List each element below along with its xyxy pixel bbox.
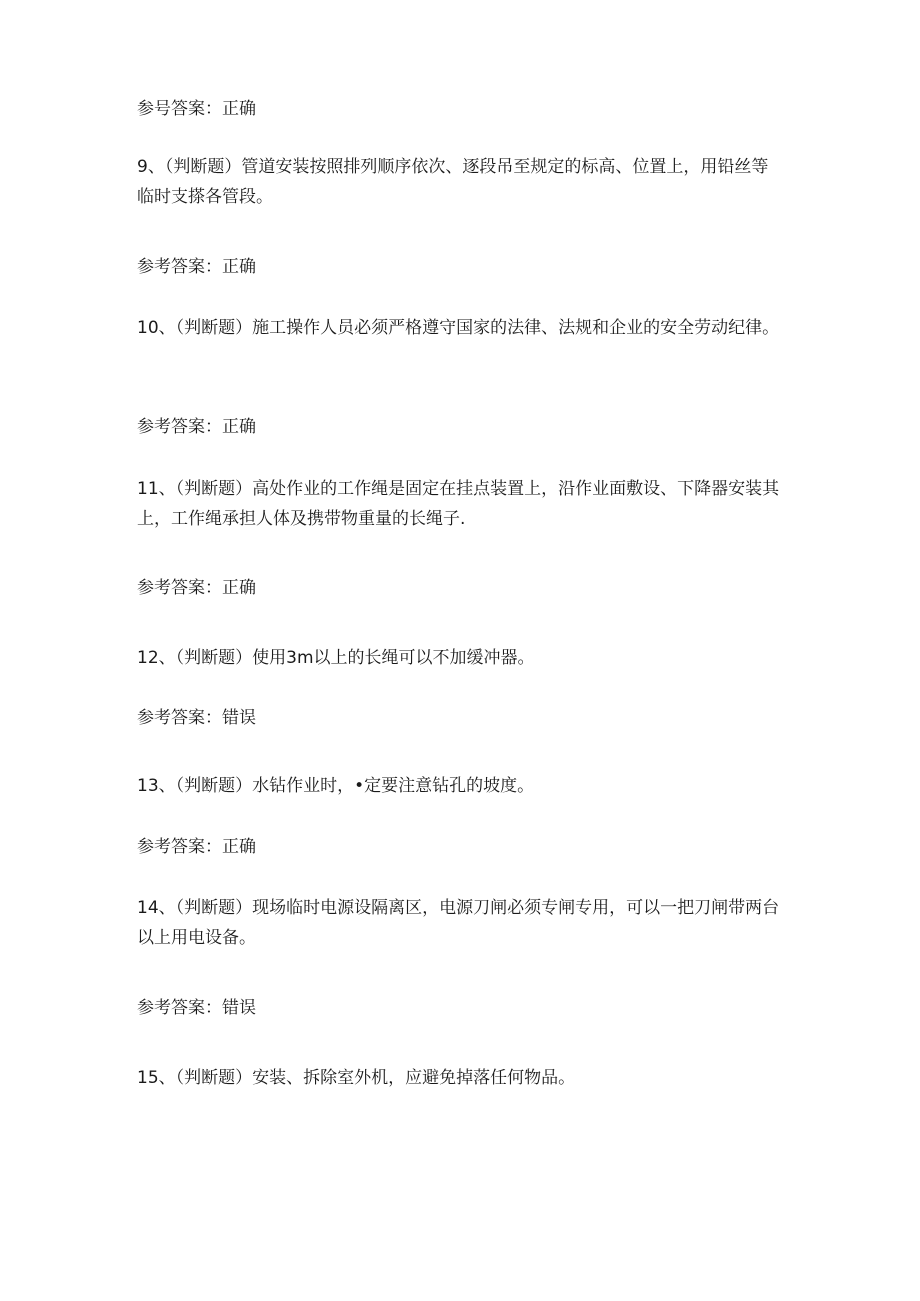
question-item: 10、（判断题）施工操作人员必须严格遵守国家的法律、法规和企业的安全劳动纪律。 <box>137 318 780 338</box>
question-item: 9、（判断题）管道安装按照排列顺序依次、逐段吊至规定的标高、位置上，用铅丝等临时支搽各管段。 <box>137 157 769 207</box>
question-item: 13、（判断题）水钻作业时，•定要注意钻孔的坡度。 <box>137 776 535 796</box>
answer-line: 参考答案：正确 <box>137 578 256 598</box>
question-item: 12、（判断题）使用3m以上的长绳可以不加缓冲器。 <box>137 648 535 668</box>
answer-line: 参考答案：正确 <box>137 257 256 277</box>
answer-line: 参考答案：错误 <box>137 708 256 728</box>
answer-line: 参号答案：正确 <box>137 99 256 119</box>
question-item: 15、（判断题）安装、拆除室外机，应避免掉落任何物品。 <box>137 1068 576 1088</box>
answer-line: 参考答案：正确 <box>137 837 256 857</box>
question-item: 14、（判断题）现场临时电源设隔离区，电源刀闸必须专闸专用，可以一把刀闸带两台以上用电设备。 <box>137 898 780 948</box>
answer-line: 参考答案：正确 <box>137 417 256 437</box>
answer-line: 参考答案：错误 <box>137 998 256 1018</box>
question-item: 11、（判断题）高处作业的工作绳是固定在挂点装置上，沿作业面敷设、下降器安装其上，工作绳承担人体及携带物重量的长绳子. <box>137 479 780 529</box>
